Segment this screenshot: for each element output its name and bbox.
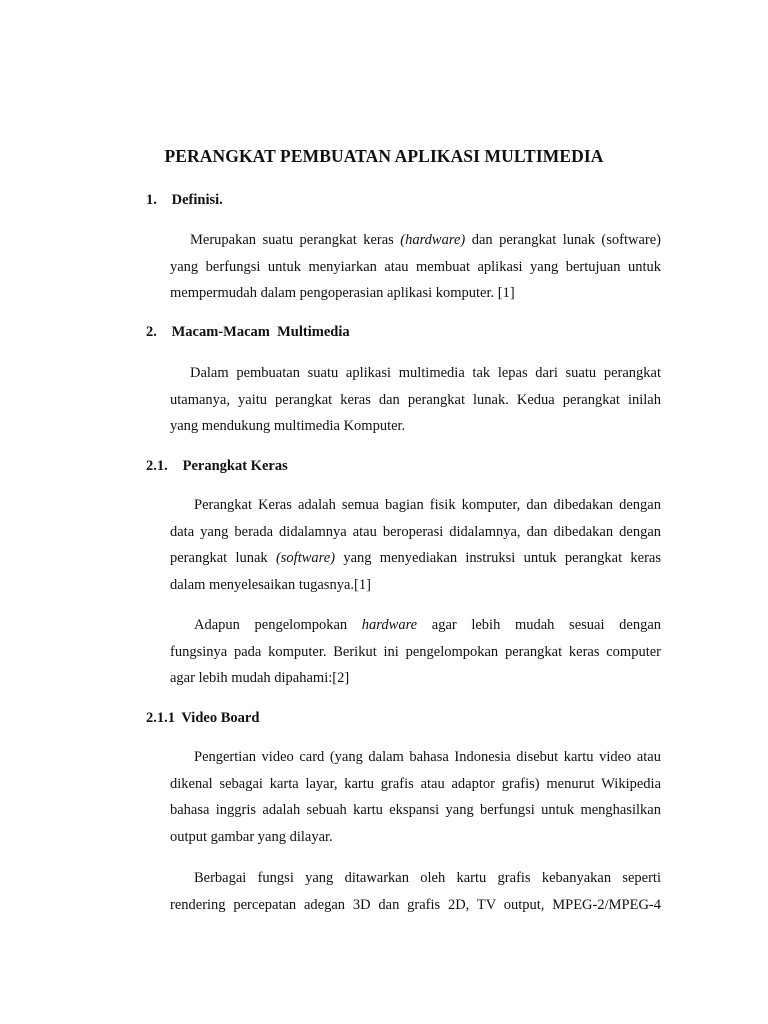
- section-heading: [146, 324, 350, 341]
- section-number: 1.: [146, 192, 157, 208]
- paragraph: [170, 492, 661, 598]
- paragraph-line: dalam menyelesaikan tugasnya.[1]: [170, 576, 371, 593]
- paragraph: [170, 360, 661, 440]
- section-heading: [146, 192, 223, 209]
- paragraph-line: Merupakan suatu perangkat keras (hardware) dan perangkat lunak (software): [190, 232, 661, 248]
- paragraph-line: dikenal sebagai karta layar, kartu grafis atau adaptor grafis) menurut Wikipedia: [170, 775, 661, 792]
- document-title: PERANGKAT PEMBUATAN APLIKASI MULTIMEDIA: [164, 146, 604, 166]
- paragraph: [170, 612, 661, 692]
- section-heading: [146, 458, 288, 475]
- section-number: 2.1.1: [146, 710, 175, 726]
- section-number: 2.: [146, 324, 157, 340]
- italic-term: (hardware): [400, 232, 466, 248]
- paragraph-line: agar lebih mudah dipahami:[2]: [170, 670, 350, 686]
- paragraph-line: mempermudah dalam pengoperasian aplikasi komputer. [1]: [170, 285, 515, 301]
- section-heading: [146, 710, 259, 727]
- paragraph-line: utamanya, yaitu perangkat keras dan perangkat lunak. Kedua perangkat inilah: [170, 391, 661, 408]
- paragraph-line: output gambar yang dilayar.: [170, 828, 333, 845]
- section-number: 2.1.: [146, 458, 168, 474]
- section-title: Definisi.: [171, 192, 223, 208]
- paragraph-line: bahasa inggris adalah sebuah kartu ekspansi yang berfungsi untuk menghasilkan: [170, 802, 661, 818]
- italic-term: hardware: [361, 617, 418, 633]
- paragraph-line: Pengertian video card (yang dalam bahasa Indonesia disebut kartu video atau: [194, 749, 661, 765]
- section-title: Macam-Macam Multimedia: [171, 324, 350, 340]
- paragraph-line: perangkat lunak (software) yang menyediakan instruksi untuk perangkat keras: [170, 550, 661, 566]
- paragraph-line: Perangkat Keras adalah semua bagian fisik komputer, dan dibedakan dengan: [194, 497, 661, 513]
- italic-term: (software): [275, 550, 336, 566]
- paragraph-line: data yang berada didalamnya atau beroperasi didalamnya, dan dibedakan dengan: [170, 523, 661, 540]
- paragraph-line: rendering percepatan adegan 3D dan grafis 2D, TV output, MPEG-2/MPEG-4: [170, 896, 661, 913]
- paragraph-line: Berbagai fungsi yang ditawarkan oleh kartu grafis kebanyakan seperti: [194, 870, 661, 886]
- section-title: Video Board: [181, 710, 260, 726]
- paragraph-line: yang berfungsi untuk menyiarkan atau membuat aplikasi yang bertujuan untuk: [170, 258, 661, 275]
- paragraph-line: fungsinya pada komputer. Berikut ini pengelompokan perangkat keras computer: [170, 643, 661, 660]
- paragraph-line: yang mendukung multimedia Komputer.: [170, 418, 406, 434]
- paragraph: [170, 227, 661, 307]
- paragraph: [170, 865, 661, 918]
- paragraph-line: Dalam pembuatan suatu aplikasi multimedia tak lepas dari suatu perangkat: [190, 365, 661, 381]
- paragraph: [170, 744, 661, 850]
- paragraph-line: Adapun pengelompokan hardware agar lebih mudah sesuai dengan: [194, 617, 661, 633]
- section-title: Perangkat Keras: [182, 458, 288, 474]
